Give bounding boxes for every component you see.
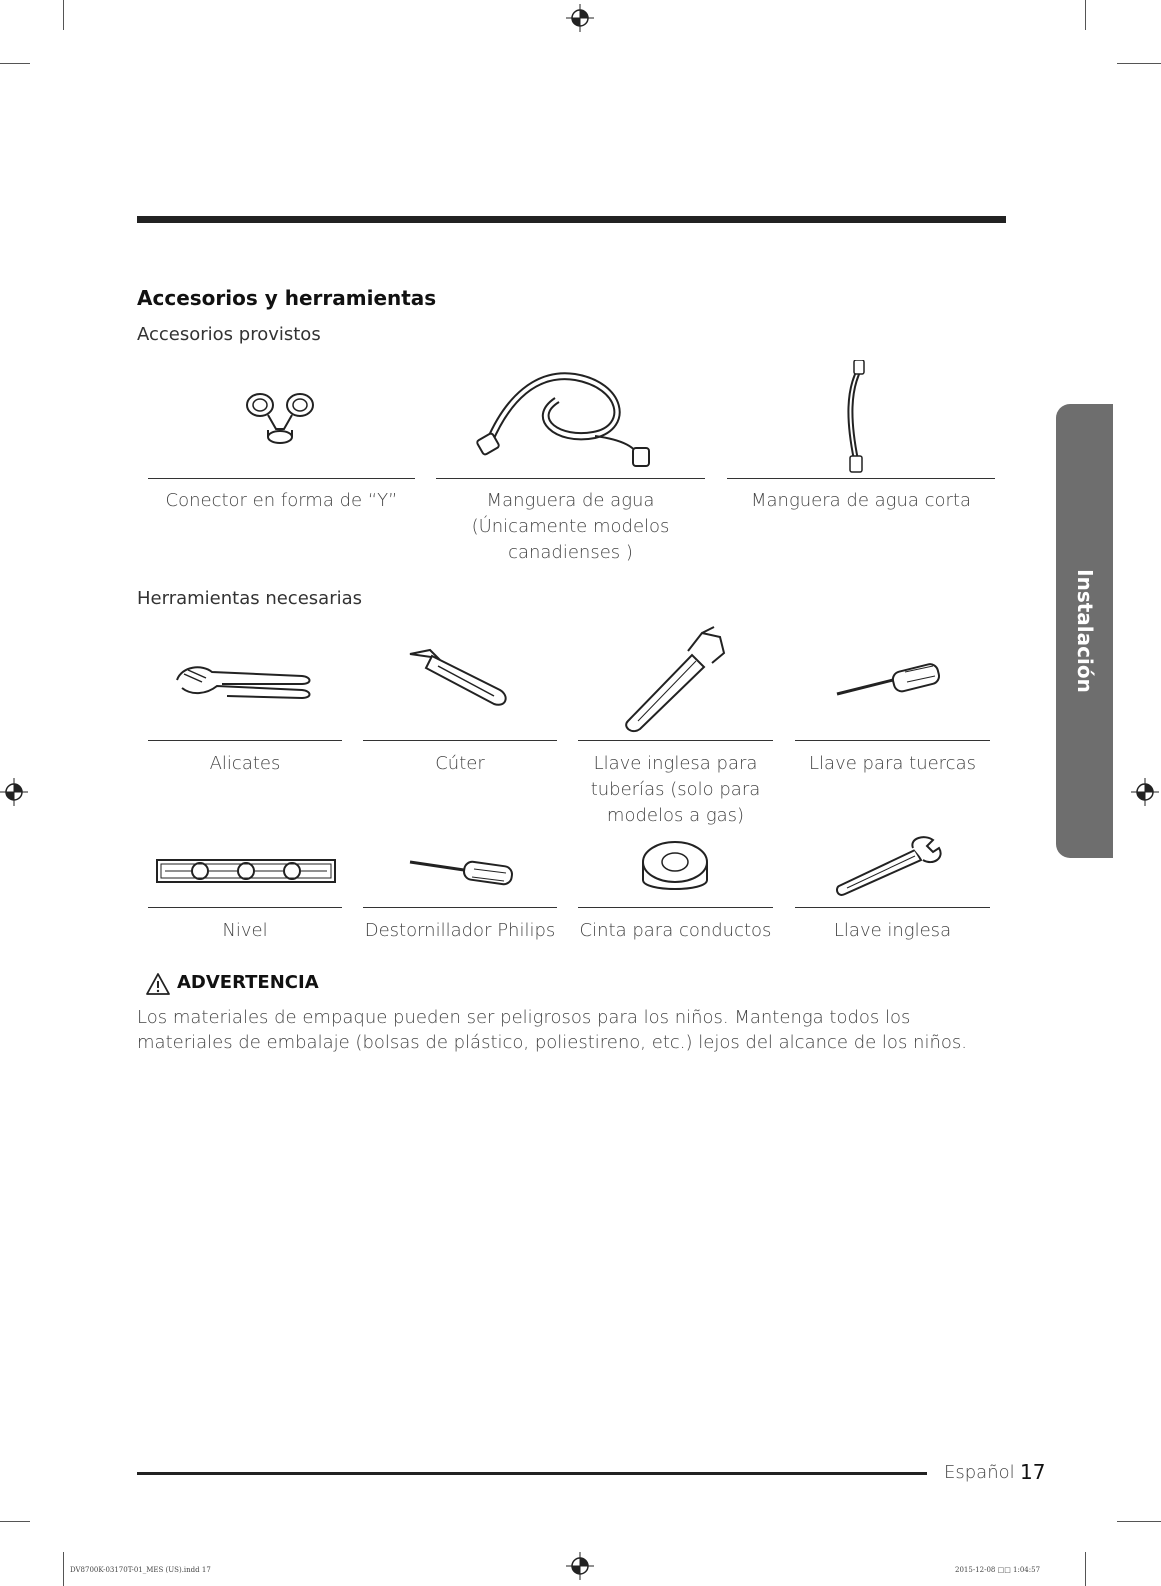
- section-title: Accesorios y herramientas: [137, 286, 437, 310]
- level-icon: [155, 858, 337, 886]
- cutter-icon: [408, 648, 513, 710]
- tool-label: Destornillador Philips: [364, 920, 556, 941]
- wrench-icon: [835, 836, 945, 898]
- accessory-label: Manguera de agua corta: [750, 490, 972, 511]
- divider: [363, 740, 557, 741]
- tool-label: Llave inglesa: [833, 920, 952, 941]
- tool-label: Llave inglesa para tuberías (solo para modelos a gas): [590, 753, 761, 826]
- divider: [148, 740, 342, 741]
- water-hose-icon: [475, 368, 655, 470]
- short-hose-icon: [836, 360, 876, 475]
- crop-mark: [1085, 1552, 1086, 1586]
- warning-icon: [145, 972, 171, 996]
- accessory-label: Manguera de agua (Únicamente modelos canadienses ): [471, 490, 670, 563]
- divider: [148, 478, 415, 479]
- divider: [578, 740, 773, 741]
- tool-label: Alicates: [209, 753, 281, 774]
- header-rule: [137, 216, 1006, 223]
- registration-mark-icon: [566, 4, 594, 32]
- crop-mark: [1085, 0, 1086, 30]
- footer-rule: [137, 1472, 927, 1475]
- provided-accessories-heading: Accesorios provistos: [137, 324, 321, 345]
- side-tab-label: Instalación: [1072, 569, 1097, 693]
- divider: [795, 907, 990, 908]
- accessory-label: Conector en forma de “Y”: [165, 490, 398, 511]
- required-tools-heading: Herramientas necesarias: [137, 588, 362, 609]
- pliers-icon: [172, 660, 322, 705]
- crop-mark: [1117, 63, 1161, 64]
- tool-label: Cinta para conductos: [579, 920, 772, 941]
- registration-mark-icon: [1131, 778, 1159, 806]
- screwdriver-icon: [408, 858, 516, 888]
- crop-mark: [1117, 1521, 1161, 1522]
- warning-text: Los materiales de empaque pueden ser peligrosos para los niños. Mantenga todos los materiales de embalaje (bolsas de plástico, poliestireno, etc.) lejos del alcance de los niños.: [137, 1007, 967, 1053]
- tool-label: Nivel: [222, 920, 268, 941]
- nut-driver-icon: [835, 660, 945, 700]
- tool-label: Cúter: [435, 753, 485, 774]
- page-number: 17: [1020, 1460, 1046, 1484]
- divider: [363, 907, 557, 908]
- divider: [578, 907, 773, 908]
- crop-mark: [0, 63, 30, 64]
- warning-title: ADVERTENCIA: [177, 972, 319, 993]
- duct-tape-icon: [640, 840, 710, 900]
- crop-mark: [63, 1552, 64, 1586]
- pipe-wrench-icon: [620, 625, 730, 733]
- print-date-info: 2015-12-08 □□ 1:04:57: [955, 1566, 1041, 1574]
- divider: [795, 740, 990, 741]
- y-connector-icon: [240, 385, 320, 455]
- crop-mark: [0, 1521, 30, 1522]
- tool-label: Llave para tuercas: [809, 753, 976, 774]
- divider: [727, 478, 995, 479]
- print-file-info: DV8700K-03170T-01_MES (US).indd 17: [70, 1566, 211, 1574]
- registration-mark-icon: [566, 1552, 594, 1580]
- footer-language: Español: [944, 1462, 1015, 1483]
- divider: [436, 478, 705, 479]
- registration-mark-icon: [0, 778, 28, 806]
- crop-mark: [63, 0, 64, 30]
- divider: [148, 907, 342, 908]
- section-side-tab: [1056, 404, 1113, 858]
